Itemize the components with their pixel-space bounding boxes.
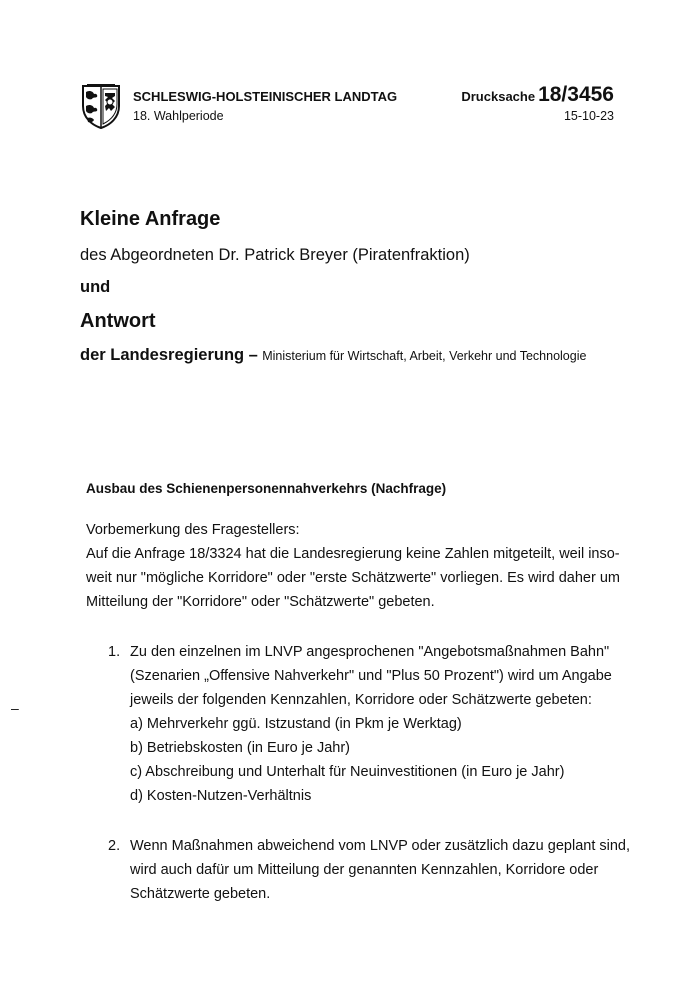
question-line: (Szenarien „Offensive Nahverkehr" und "Plus 50 Prozent") wird um Angabe: [130, 668, 612, 684]
question-number: 1.: [108, 644, 121, 660]
respondent-line: [80, 346, 586, 365]
question-subitem: a) Mehrverkehr ggü. Istzustand (in Pkm je Werktag): [130, 716, 462, 732]
margin-mark: –: [11, 700, 19, 716]
question-subitem: d) Kosten-Nutzen-Verhältnis: [130, 788, 312, 804]
question-number: 2.: [108, 838, 121, 854]
title-und: und: [80, 278, 111, 296]
question-line: Schätzwerte gebeten.: [130, 886, 271, 902]
respondent-dash: –: [248, 346, 258, 364]
vorbemerkung-line: weit nur "mögliche Korridore" oder "erste Schätzwerte" vorliegen. Es wird daher um: [86, 570, 620, 586]
question-subitem: b) Betriebskosten (in Euro je Jahr): [130, 740, 351, 756]
parliament-name: SCHLESWIG-HOLSTEINISCHER LANDTAG: [133, 89, 398, 104]
question-line: Zu den einzelnen im LNVP angesprochenen "Angebotsmaßnahmen Bahn": [130, 644, 610, 660]
question-line: jeweils der folgenden Kennzahlen, Korridore oder Schätzwerte gebeten:: [130, 692, 592, 708]
vorbemerkung-label: Vorbemerkung des Fragestellers:: [86, 522, 300, 538]
vorbemerkung-line: Auf die Anfrage 18/3324 hat die Landesregierung keine Zahlen mitgeteilt, weil inso-: [86, 546, 620, 562]
drucksache-number: 18/3456: [538, 83, 614, 106]
drucksache-label: Drucksache: [461, 89, 536, 104]
question-line: Wenn Maßnahmen abweichend vom LNVP oder zusätzlich dazu geplant sind,: [130, 838, 631, 854]
schleswig-holstein-crest-icon: [81, 84, 121, 130]
respondent-ministry: Ministerium für Wirtschaft, Arbeit, Verkehr und Technologie: [262, 349, 587, 363]
vorbemerkung-line: Mitteilung der "Korridore" oder "Schätzwerte" gebeten.: [86, 594, 435, 610]
title-antwort: Antwort: [80, 310, 156, 332]
legislative-period: 18. Wahlperiode: [133, 109, 224, 123]
questioner-line: des Abgeordneten Dr. Patrick Breyer (Piratenfraktion): [80, 246, 470, 264]
drucksache: [461, 83, 614, 107]
document-date: 15-10-23: [563, 109, 614, 123]
title-kleine-anfrage: Kleine Anfrage: [80, 208, 221, 230]
question-line: wird auch dafür um Mitteilung der genannten Kennzahlen, Korridore oder: [130, 862, 599, 878]
question-subitem: c) Abschreibung und Unterhalt für Neuinvestitionen (in Euro je Jahr): [130, 764, 565, 780]
subject-heading: Ausbau des Schienenpersonennahverkehrs (Nachfrage): [86, 481, 447, 496]
respondent-landesregierung: der Landesregierung: [80, 346, 245, 364]
